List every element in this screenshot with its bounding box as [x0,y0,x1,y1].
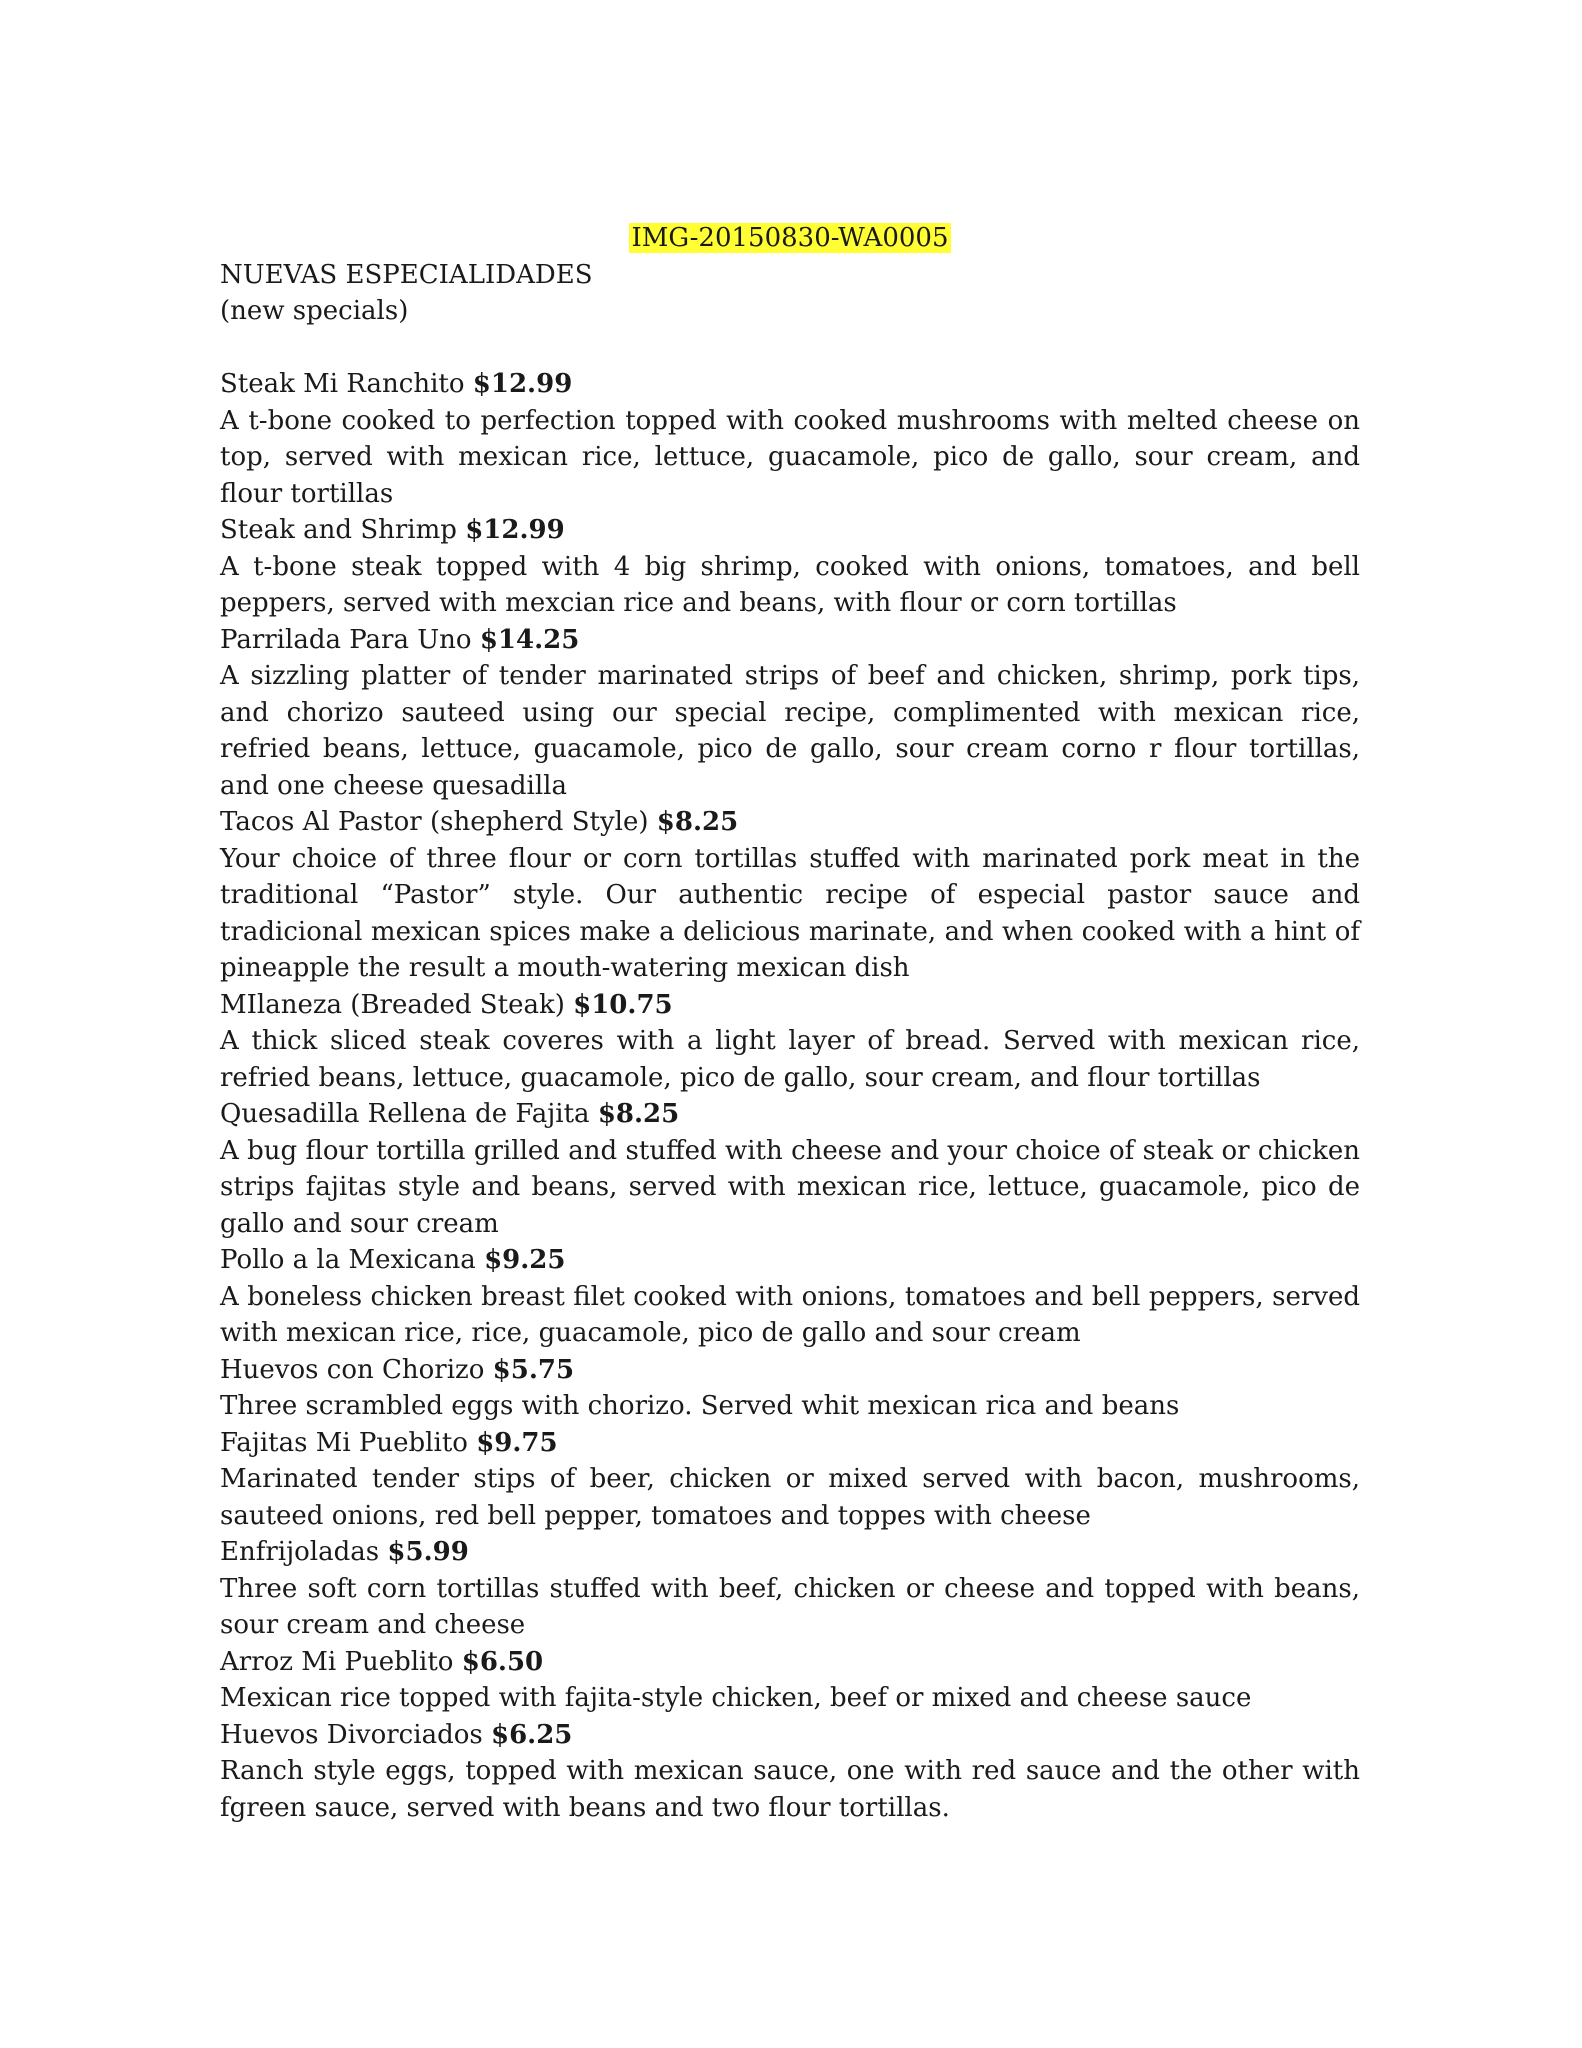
menu-item [220,1534,1360,1644]
menu-item-description: Mexican rice topped with fajita-style chicken, beef or mixed and cheese sauce [220,1683,1252,1713]
menu-item-price: $8.25 [656,807,739,837]
menu-item-price: $10.75 [573,989,673,1020]
menu-item-name: Quesadilla Rellena de Fajita [220,1099,590,1129]
menu-item [220,987,1360,1097]
menu-item-price: $5.99 [387,1537,469,1567]
menu-item-title [220,1096,1360,1133]
menu-item-name: Enfrijoladas [220,1537,380,1567]
menu-item-price: $12.99 [465,515,565,545]
menu-item-description: Ranch style eggs, topped with mexican sauce, one with red sauce and the other with fgreen sauce, served with beans and two flour tortillas. [220,1756,1360,1823]
menu-item-title [220,366,1360,403]
menu-item-title [220,987,1360,1024]
document-page [220,220,1360,1826]
menu-item-price: $6.50 [461,1646,544,1677]
menu-item-name: Huevos Divorciados [220,1719,483,1750]
menu-item [220,622,1360,805]
menu-item [220,1644,1360,1717]
menu-item-description: A thick sliced steak coveres with a light layer of bread. Served with mexican rice, refried beans, lettuce, guacamole, pico de gallo, sour cream, and flour tortillas [220,1026,1360,1093]
menu-item [220,1242,1360,1352]
menu-item-title [220,804,1360,841]
menu-item-description: A t-bone steak topped with 4 big shrimp, cooked with onions, tomatoes, and bell peppers, served with mexcian rice and beans, with flour or corn tortillas [220,551,1360,618]
menu-item-name: Pollo a la Mexicana [220,1245,476,1275]
menu-item-title [220,1352,1360,1389]
menu-item-price: $12.99 [472,369,573,399]
menu-item-name: Arroz Mi Pueblito [220,1646,454,1677]
menu-item-description: A boneless chicken breast filet cooked with onions, tomatoes and bell peppers, served with mexican rice, rice, guacamole, pico de gallo and sour cream [220,1281,1360,1348]
menu-item-name: Fajitas Mi Pueblito [220,1427,468,1458]
menu-item-price: $9.75 [476,1427,558,1458]
menu-item-description: Your choice of three flour or corn tortillas stuffed with marinated pork meat in the traditional “Pastor” style. Our authentic recipe of especial pastor sauce and tradicional mexican spices make a delicious marinate, and when cooked with a hint of pineapple the result a mouth-watering mexican dish [220,843,1360,983]
menu-item-name: Parrilada Para Uno [220,624,472,655]
menu-item [220,512,1360,622]
menu-item-price: $6.25 [490,1719,573,1750]
menu-item-name: MIlaneza (Breaded Steak) [220,989,565,1020]
menu-items-list [220,366,1360,1826]
menu-item-description: A sizzling platter of tender marinated strips of beef and chicken, shrimp, pork tips, and chorizo sauteed using our special recipe, complimented with mexican rice, refried beans, lettuce, guacamole, pico de gallo, sour cream corno r flour tortillas, and one cheese quesadilla [220,661,1360,801]
menu-item [220,366,1360,512]
menu-item [220,804,1360,987]
menu-item-title [220,1717,1360,1754]
menu-item-description: A bug flour tortilla grilled and stuffed with cheese and your choice of steak or chicken strips fajitas style and beans, served with mexican rice, lettuce, guacamole, pico de gallo and sour cream [220,1135,1360,1239]
blank-line [220,330,1360,367]
document-title: IMG-20150830-WA0005 [631,223,949,253]
menu-item-description: Three soft corn tortillas stuffed with beef, chicken or cheese and topped with beans, sour cream and cheese [220,1573,1360,1640]
menu-item-title [220,1242,1360,1279]
menu-item-name: Tacos Al Pastor (shepherd Style) [220,807,649,837]
menu-item-title [220,1644,1360,1681]
menu-item-description: Three scrambled eggs with chorizo. Served whit mexican rica and beans [220,1391,1180,1421]
menu-item-title [220,1534,1360,1571]
menu-item-title [220,1425,1360,1462]
menu-item-description: Marinated tender stips of beer, chicken or mixed served with bacon, mushrooms, sauteed onions, red bell pepper, tomatoes and toppes with cheese [220,1464,1360,1531]
menu-item-description: A t-bone cooked to perfection topped with cooked mushrooms with melted cheese on top, served with mexican rice, lettuce, guacamole, pico de gallo, sour cream, and flour tortillas [220,405,1360,509]
menu-heading: NUEVAS ESPECIALIDADES [220,259,593,290]
menu-subheading: (new specials) [220,296,409,326]
menu-item-price: $14.25 [479,624,580,655]
menu-item [220,1352,1360,1425]
menu-item [220,1096,1360,1242]
menu-item-price: $8.25 [597,1099,680,1129]
menu-item-name: Steak Mi Ranchito [220,369,465,399]
menu-item [220,1717,1360,1827]
menu-item-price: $9.25 [484,1245,566,1275]
menu-item-name: Steak and Shrimp [220,515,457,545]
menu-item [220,1425,1360,1535]
document-title-line [220,220,1360,257]
menu-item-title [220,622,1360,659]
menu-item-title [220,512,1360,549]
menu-item-name: Huevos con Chorizo [220,1354,485,1385]
menu-item-price: $5.75 [492,1354,575,1385]
